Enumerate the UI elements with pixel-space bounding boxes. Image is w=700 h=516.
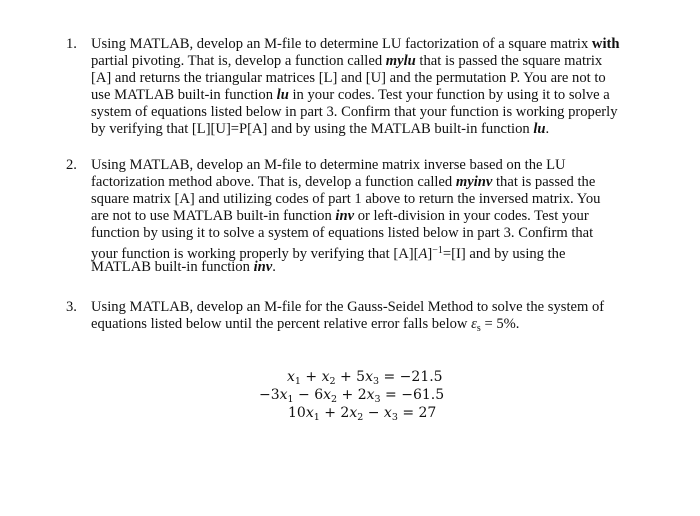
question-number: 1. [66,36,77,52]
question-text [91,157,600,276]
eq-term: x [321,369,330,385]
subscript: s [476,323,481,334]
text-line: square matrix [A] and utilizing codes of part 1 above to return the inversed matrix. You [91,191,601,207]
text-line [91,316,604,333]
eq-term: x [305,405,314,421]
epsilon-symbol: ε [471,316,477,332]
text-segment: that is passed the [492,174,596,190]
eq-term: + 2 [337,387,367,403]
text-segment: that is passed the square matrix [415,53,603,69]
eq-term: x [349,405,358,421]
text-line [91,87,619,104]
eq-term: = −21.5 [379,369,443,385]
text-segment: your function is working properly by verifying that [A][ [91,246,419,262]
question-text [91,299,604,333]
text-line: Using MATLAB, develop an M-file for the Gauss-Seidel Method to solve the system of [91,299,605,315]
text-segment: Using MATLAB, develop an M-file to determine LU factorization of a square matrix [91,36,592,52]
text-segment: equations listed below until the percent relative error falls below [91,316,472,332]
eq-term: x [383,405,392,421]
text-segment: ] [427,246,433,262]
eq-subscript: 2 [357,412,364,423]
eq-term: + 2 [319,405,350,421]
eq-term: x [287,369,295,385]
text-line [91,242,600,262]
eq-term: x [366,387,375,403]
question-number: 3. [66,299,77,315]
eq-subscript: 2 [329,376,336,387]
eq-term: + [300,369,322,385]
eq-term: x [323,387,332,403]
text-segment: or left-division in your codes. Test your [354,208,589,224]
eq-subscript: 1 [313,412,320,423]
eq-term: x [365,369,373,385]
eq-subscript: 2 [331,394,338,405]
eq-subscript: 1 [294,376,301,387]
eq-subscript: 3 [391,412,398,423]
function-name-mylu: mylu [385,53,416,69]
function-name-inv: inv [335,208,355,224]
function-name-myinv: myinv [455,174,493,190]
bold-text: with [591,36,620,52]
question-number: 2. [66,157,77,173]
function-name-inv: inv [253,259,273,275]
eq-term: = −61.5 [380,387,445,403]
text-line: [A] and returns the triangular matrices [L] and [U] and the permutation P. You are not to [91,70,606,86]
question-text [91,36,619,138]
text-line [91,121,619,138]
eq-term: − 6 [293,387,324,403]
text-segment: = 5%. [480,316,520,332]
text-segment: =[I] and by using the [442,246,566,262]
text-line [91,53,619,70]
eq-subscript: 3 [373,376,380,387]
text-segment: by verifying that [L][U]=P[A] and by using the MATLAB built-in function [91,121,534,137]
text-line: Using MATLAB, develop an M-file to determine matrix inverse based on the LU [91,157,566,173]
eq-term: 10 [288,405,306,421]
eq-term: − [363,405,384,421]
eq-subscript: 1 [287,394,294,405]
text-segment: partial pivoting. That is, develop a function called [91,53,386,69]
text-segment: . [545,121,550,137]
text-segment: in your codes. Test your function by using it to solve a [288,87,610,103]
superscript-inverse: −1 [432,245,443,256]
eq-term: −3 [259,387,280,403]
text-line [91,208,600,225]
text-line: function by using it to solve a system of equations listed below in part 3. Confirm that [91,225,594,241]
eq-subscript: 3 [374,394,381,405]
function-name-lu: lu [533,121,546,137]
text-segment: factorization method above. That is, develop a function called [91,174,456,190]
text-line: system of equations listed below in part 3. Confirm that your function is working properly [91,104,618,120]
text-segment: . [272,259,276,275]
function-name-lu: lu [276,87,289,103]
text-segment: MATLAB built-in function [91,259,254,275]
eq-term: = 27 [397,405,437,421]
text-segment: are not to use MATLAB built-in function [91,208,336,224]
text-line [91,174,600,191]
eq-term: + 5 [335,369,366,385]
math-variable: A [418,246,428,262]
eq-term: x [279,387,288,403]
equation-3 [288,404,436,427]
text-line [91,36,619,53]
text-segment: use MATLAB built-in function [91,87,277,103]
